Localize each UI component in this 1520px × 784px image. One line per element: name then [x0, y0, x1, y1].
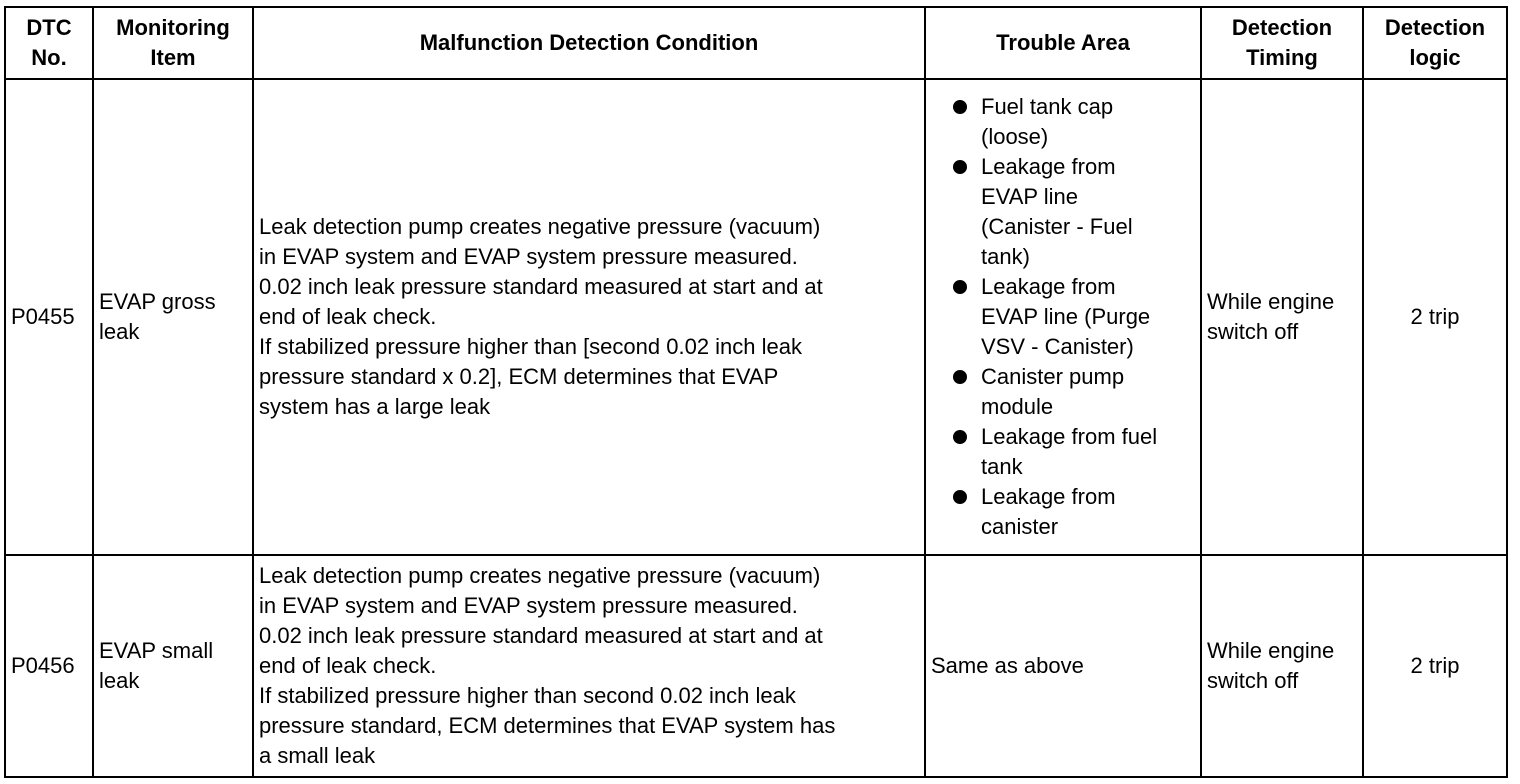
- list-item-text: [981, 92, 1113, 152]
- list-item-line: Leakage from: [981, 484, 1116, 509]
- list-item: [947, 362, 1195, 422]
- list-item-line: Canister pump: [981, 364, 1125, 389]
- condition-line: Leak detection pump creates negative pressure (vacuum): [259, 563, 821, 588]
- monitoring-item-line: leak: [99, 668, 140, 693]
- condition-line: a small leak: [259, 743, 376, 768]
- header-dtc-no-line2: No.: [31, 45, 67, 70]
- list-item-line: tank: [981, 454, 1023, 479]
- header-detection-logic-line1: Detection: [1384, 15, 1486, 40]
- list-item-text: [981, 422, 1157, 482]
- list-item: [947, 92, 1195, 152]
- bullet-icon: [947, 362, 981, 392]
- condition-line: 0.02 inch leak pressure standard measured at start and at: [259, 623, 823, 648]
- header-detection-timing-line1: Detection: [1231, 15, 1333, 40]
- monitoring-item-line: EVAP small: [99, 638, 214, 663]
- header-condition-line1: Malfunction Detection Condition: [419, 30, 759, 55]
- list-item-line: VSV - Canister): [981, 334, 1134, 359]
- detection-timing-cell: [1201, 555, 1363, 777]
- detection-logic: 2 trip: [1410, 653, 1460, 678]
- list-item-line: canister: [981, 514, 1059, 539]
- condition-line: If stabilized pressure higher than [second 0.02 inch leak: [259, 334, 802, 359]
- header-trouble-area: [925, 7, 1201, 79]
- header-trouble-area-line1: Trouble Area: [996, 30, 1130, 55]
- condition-cell: [253, 79, 925, 555]
- detection-timing-line: While engine: [1207, 289, 1335, 314]
- dtc-code: P0456: [11, 653, 75, 678]
- header-dtc-no-line1: DTC: [26, 15, 72, 40]
- monitoring-item-line: EVAP gross: [99, 289, 216, 314]
- detection-timing-line: switch off: [1207, 319, 1299, 344]
- detection-logic-cell: [1363, 555, 1507, 777]
- condition-line: Leak detection pump creates negative pressure (vacuum): [259, 214, 821, 239]
- list-item-line: (Canister - Fuel: [981, 214, 1133, 239]
- list-item-text: [981, 482, 1116, 542]
- dtc-code-cell: [5, 79, 93, 555]
- bullet-icon: [947, 272, 981, 302]
- list-item-text: [981, 272, 1150, 362]
- list-item-line: (loose): [981, 124, 1049, 149]
- list-item: [947, 152, 1195, 272]
- trouble-area-list: [931, 92, 1195, 542]
- condition-line: pressure standard x 0.2], ECM determines that EVAP: [259, 364, 779, 389]
- detection-logic: 2 trip: [1410, 304, 1460, 329]
- trouble-area-cell: [925, 79, 1201, 555]
- bullet-icon: [947, 482, 981, 512]
- list-item-line: EVAP line: [981, 184, 1079, 209]
- condition-cell: [253, 555, 925, 777]
- list-item-text: [981, 362, 1124, 422]
- detection-timing-line: switch off: [1207, 668, 1299, 693]
- monitoring-item-cell: [93, 79, 253, 555]
- condition-line: If stabilized pressure higher than second 0.02 inch leak: [259, 683, 796, 708]
- list-item-line: tank): [981, 244, 1030, 269]
- list-item: [947, 482, 1195, 542]
- header-monitoring-item: [93, 7, 253, 79]
- list-item-line: Leakage from fuel: [981, 424, 1158, 449]
- condition-line: in EVAP system and EVAP system pressure measured.: [259, 593, 798, 618]
- list-item: [947, 272, 1195, 362]
- monitoring-item-line: leak: [99, 319, 140, 344]
- table-row: [5, 79, 1507, 555]
- dtc-code-cell: [5, 555, 93, 777]
- header-detection-timing: [1201, 7, 1363, 79]
- list-item-line: Leakage from: [981, 154, 1116, 179]
- condition-line: end of leak check.: [259, 653, 437, 678]
- condition-line: 0.02 inch leak pressure standard measured at start and at: [259, 274, 823, 299]
- list-item-line: Leakage from: [981, 274, 1116, 299]
- header-monitoring-item-line2: Item: [150, 45, 196, 70]
- header-detection-logic: [1363, 7, 1507, 79]
- table-row: [5, 555, 1507, 777]
- list-item-line: Fuel tank cap: [981, 94, 1114, 119]
- list-item-line: EVAP line (Purge: [981, 304, 1151, 329]
- bullet-icon: [947, 152, 981, 182]
- dtc-table: [4, 6, 1508, 778]
- header-detection-logic-line2: logic: [1409, 45, 1461, 70]
- list-item-line: module: [981, 394, 1054, 419]
- header-monitoring-item-line1: Monitoring: [116, 15, 230, 40]
- condition-line: system has a large leak: [259, 394, 491, 419]
- detection-logic-cell: [1363, 79, 1507, 555]
- list-item: [947, 422, 1195, 482]
- condition-line: in EVAP system and EVAP system pressure measured.: [259, 244, 798, 269]
- detection-timing-line: While engine: [1207, 638, 1335, 663]
- monitoring-item-cell: [93, 555, 253, 777]
- bullet-icon: [947, 422, 981, 452]
- header-detection-timing-line2: Timing: [1246, 45, 1318, 70]
- list-item-text: [981, 152, 1133, 272]
- dtc-code: P0455: [11, 304, 75, 329]
- condition-line: pressure standard, ECM determines that EVAP system has: [259, 713, 836, 738]
- trouble-area-cell: [925, 555, 1201, 777]
- bullet-icon: [947, 92, 981, 122]
- condition-line: end of leak check.: [259, 304, 437, 329]
- detection-timing-cell: [1201, 79, 1363, 555]
- header-row: [5, 7, 1507, 79]
- header-condition: [253, 7, 925, 79]
- trouble-area-text: Same as above: [931, 653, 1084, 678]
- header-dtc-no: [5, 7, 93, 79]
